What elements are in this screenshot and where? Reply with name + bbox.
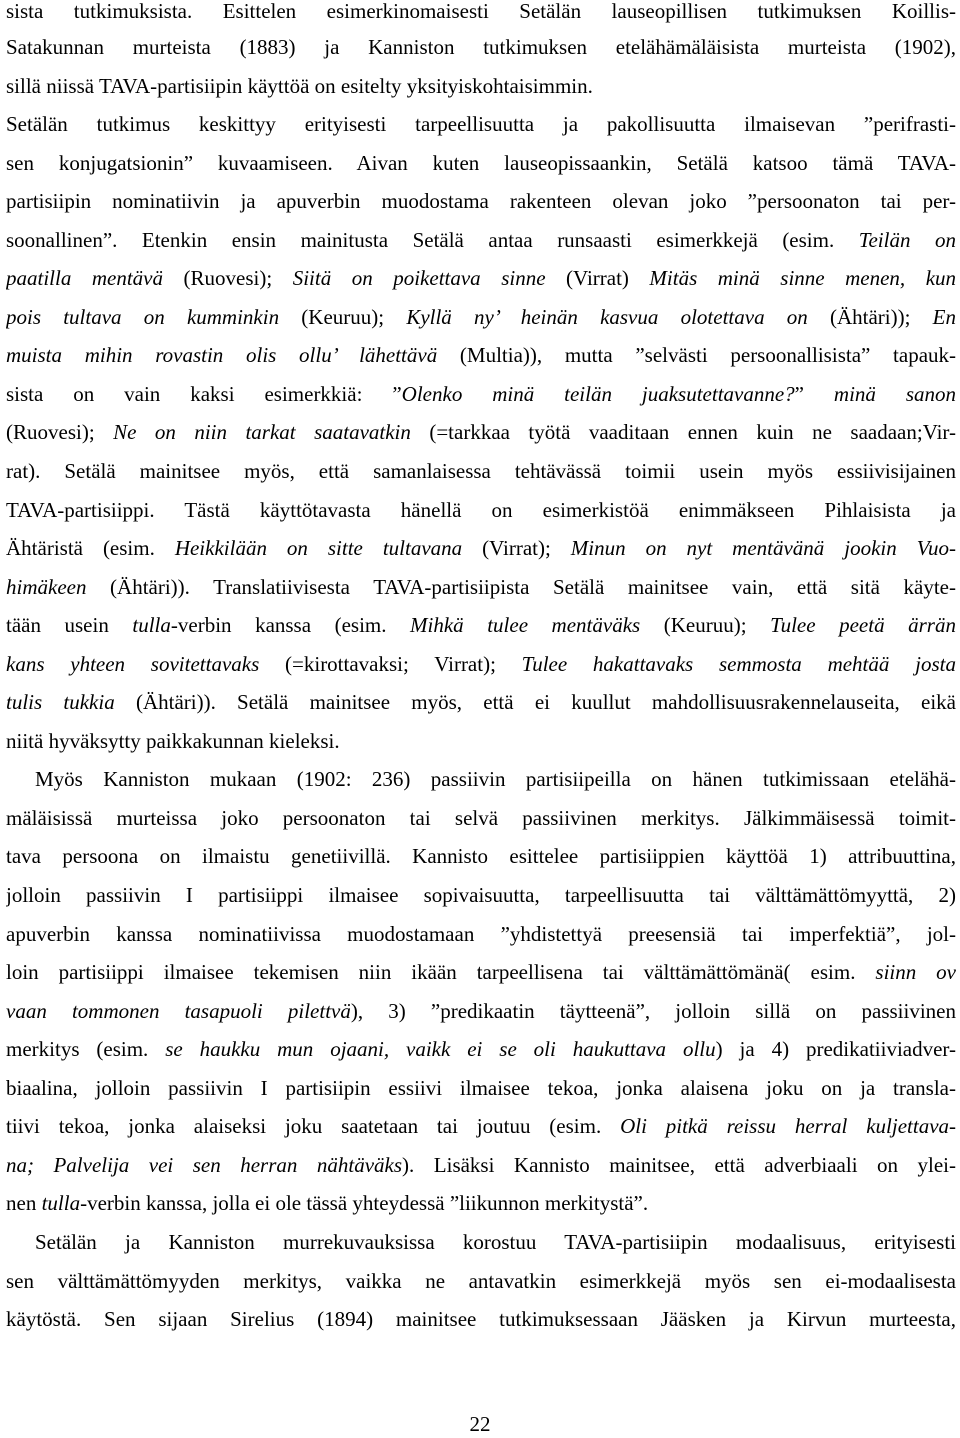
text-run: Setälän tutkimus keskittyy erityisesti tarpeellisuutta ja pakollisuutta ilmaisevan ”perifrasti- xyxy=(6,112,956,137)
text-run: (Ähtäri)); xyxy=(807,304,933,329)
text-line xyxy=(6,760,956,799)
italic-example-text: vaan tommonen tasapuoli pilettvä xyxy=(6,998,351,1023)
text-line xyxy=(6,1069,956,1108)
text-line xyxy=(6,336,956,375)
italic-example-text: Oli pitkä reissu herral kuljettava- xyxy=(620,1114,956,1139)
text-run: ). Lisäksi Kannisto mainitsee, että adverbiaali on ylei- xyxy=(402,1152,956,1177)
text-run: sen välttämättömyyden merkitys, vaikka ne antavatkin esimerkkejä myös sen ei-modaalisesta xyxy=(6,1268,956,1293)
text-run: (Virrat); xyxy=(462,536,571,561)
text-run: (Ruovesi); xyxy=(163,266,293,291)
text-run: käytöstä. Sen sijaan Sirelius (1894) mainitsee tutkimuksessaan Jääsken ja Kirvun murteesta, xyxy=(6,1307,956,1332)
text-line xyxy=(6,953,956,992)
text-line xyxy=(6,683,956,722)
document-page xyxy=(6,0,956,1339)
italic-example-text: En xyxy=(932,304,956,329)
text-line xyxy=(6,837,956,876)
text-run: merkitys (esim. xyxy=(6,1037,166,1062)
text-line xyxy=(6,799,956,838)
italic-example-text: Teilän on xyxy=(858,227,956,252)
text-line xyxy=(6,1223,956,1262)
text-line xyxy=(6,28,956,67)
text-line xyxy=(6,992,956,1031)
italic-example-text: na; Palvelija vei sen herran nähtäväks xyxy=(6,1152,403,1177)
text-run: tava persoona on ilmaistu genetiivillä. Kannisto esittelee partisiippien käyttöä 1) attribuuttina, xyxy=(6,844,956,869)
text-run: ), 3) ”predikaatin täytteenä”, jolloin sillä on passiivinen xyxy=(350,998,956,1023)
text-run: (Multia)), mutta ”selvästi persoonallisista” tapauk- xyxy=(437,343,956,368)
text-run: Setälän ja Kanniston murrekuvauksissa korostuu TAVA-partisiipin modaalisuus, erityisesti xyxy=(35,1229,956,1254)
text-line xyxy=(6,876,956,915)
text-run: loin partisiippi ilmaisee tekemisen niin ikään tarpeellisena tai välttämättömänä( esim. xyxy=(6,960,876,985)
italic-example-text: tulla xyxy=(41,1191,81,1216)
text-line xyxy=(6,452,956,491)
italic-example-text: Heikkilään on sitte tultavana xyxy=(174,536,463,561)
text-line xyxy=(6,221,956,260)
text-line xyxy=(6,1300,956,1339)
text-run: Myös Kanniston mukaan (1902: 236) passiivin partisiipeilla on hänen tutkimissaan etelähä- xyxy=(35,767,956,792)
text-run: sista tutkimuksista. Esittelen esimerkinomaisesti Setälän lauseopillisen tutkimuksen Koillis- xyxy=(6,0,956,23)
text-run: Satakunnan murteista (1883) ja Kanniston tutkimuksen etelähämäläisista murteista (1902), xyxy=(6,35,956,59)
italic-example-text: muista mihin rovastin olis ollu’ lähettävä xyxy=(6,343,438,368)
text-run: (=kirottavaksi; Virrat); xyxy=(259,651,522,676)
text-run: (Ähtäri)). Translatiivisesta TAVA-partisiipista Setälä mainitsee vain, että sitä käyte- xyxy=(86,574,956,599)
text-line xyxy=(6,1184,956,1223)
text-run: rat). Setälä mainitsee myös, että samanlaisessa tehtävässä toimii usein myös essiivisijainen xyxy=(6,459,956,484)
text-run: jolloin passiivin I partisiippi ilmaisee sopivaisuutta, tarpeellisuutta tai välttämättömyyttä, 2) xyxy=(6,883,956,908)
text-run: TAVA-partisiippi. Tästä käyttötavasta hänellä on esimerkistöä enimmäkseen Pihlaisista ja xyxy=(6,497,956,522)
page-number: 22 xyxy=(469,1412,491,1436)
text-run: sen konjugatsionin” kuvaamiseen. Aivan kuten lauseopissaankin, Setälä katsoo tämä TAVA- xyxy=(6,150,956,175)
text-line xyxy=(6,568,956,607)
text-line xyxy=(6,491,956,530)
text-line xyxy=(6,144,956,183)
italic-example-text: paatilla mentävä xyxy=(6,266,163,291)
text-run: biaalina, jolloin passiivin I partisiipin essiivi ilmaisee tekoa, jonka alaisena joku on ja transla- xyxy=(6,1075,956,1100)
italic-example-text: pois tultava on kumminkin xyxy=(6,304,280,329)
text-run: soonallinen”. Etenkin ensin mainitusta Setälä antaa runsaasti esimerkkejä (esim. xyxy=(6,227,859,252)
text-line xyxy=(6,67,956,106)
text-run: (=tarkkaa työtä vaaditaan ennen kuin ne saadaan;Vir- xyxy=(410,420,956,445)
text-run: ) ja 4) predikatiiviadver- xyxy=(715,1037,956,1062)
text-line xyxy=(6,1146,956,1185)
text-run: nen xyxy=(6,1191,42,1216)
italic-example-text: Mihkä tulee mentäväks xyxy=(410,613,641,638)
italic-example-text: himäkeen xyxy=(6,574,87,599)
text-line xyxy=(6,915,956,954)
italic-example-text: Kyllä ny’ heinän kasvua olotettava on xyxy=(406,304,808,329)
italic-example-text: tulla xyxy=(132,613,171,638)
italic-example-text: Tulee peetä ärrän xyxy=(770,613,956,638)
text-run: sista on vain kaksi esimerkkiä: ” xyxy=(6,381,402,406)
text-line xyxy=(6,606,956,645)
text-run: tiivi tekoa, jonka alaiseksi joku saatetaan tai joutuu (esim. xyxy=(6,1114,621,1139)
text-run: mäläisissä murteissa joko persoonaton tai selvä passiivinen merkitys. Jälkimmäisessä toimit- xyxy=(6,805,956,830)
text-run: (Ruovesi); xyxy=(6,420,114,445)
text-line xyxy=(6,1030,956,1069)
text-run: -verbin kanssa, jolla ei ole tässä yhteydessä ”liikunnon merkitystä”. xyxy=(80,1191,649,1216)
text-line xyxy=(6,1107,956,1146)
italic-example-text: minä sanon xyxy=(833,381,956,406)
italic-example-text: Tulee hakattavaks semmosta mehtää josta xyxy=(521,651,956,676)
italic-example-text: siinn ov xyxy=(875,960,956,985)
text-line xyxy=(6,375,956,414)
text-line xyxy=(6,298,956,337)
text-run: -verbin kanssa (esim. xyxy=(170,613,411,638)
text-run: ” xyxy=(794,381,834,406)
italic-example-text: Siitä on poikettava sinne xyxy=(292,266,546,291)
text-line xyxy=(6,413,956,452)
text-line xyxy=(6,529,956,568)
text-line xyxy=(6,1262,956,1301)
text-line xyxy=(6,259,956,298)
italic-example-text: kans yhteen sovitettavaks xyxy=(6,651,260,676)
italic-example-text: Minun on nyt mentävänä jookin Vuo- xyxy=(570,536,956,561)
text-line xyxy=(6,645,956,684)
text-run: (Keuruu); xyxy=(279,304,407,329)
text-run: apuverbin kanssa nominatiivissa muodostamaan ”yhdistettyä preesensiä tai imperfektiä”, jol- xyxy=(6,921,956,946)
text-run: (Virrat) xyxy=(545,266,650,291)
italic-example-text: se haukku mun ojaani, vaikk ei se oli haukuttava ollu xyxy=(165,1037,716,1062)
text-line xyxy=(6,0,956,28)
italic-example-text: Olenko minä teilän juaksutettavanne? xyxy=(401,381,795,406)
text-line xyxy=(6,182,956,221)
italic-example-text: tulis tukkia xyxy=(6,690,115,715)
text-run: tään usein xyxy=(6,613,133,638)
text-line xyxy=(6,722,956,761)
italic-example-text: Ne on niin tarkat saatavatkin xyxy=(113,420,411,445)
text-run: (Keuruu); xyxy=(640,613,771,638)
text-run: Ähtäristä (esim. xyxy=(6,536,175,561)
text-run: (Ähtäri)). Setälä mainitsee myös, että ei kuullut mahdollisuusrakennelauseita, eikä xyxy=(114,690,956,715)
text-run: sillä niissä TAVA-partisiipin käyttöä on esitelty yksityiskohtaisimmin. xyxy=(6,73,593,98)
text-line xyxy=(6,105,956,144)
italic-example-text: Mitäs minä sinne menen, kun xyxy=(649,266,956,291)
text-run: niitä hyväksytty paikkakunnan kieleksi. xyxy=(6,728,340,753)
text-run: partisiipin nominatiivin ja apuverbin muodostama rakenteen olevan joko ”persoonaton tai per- xyxy=(6,189,956,214)
